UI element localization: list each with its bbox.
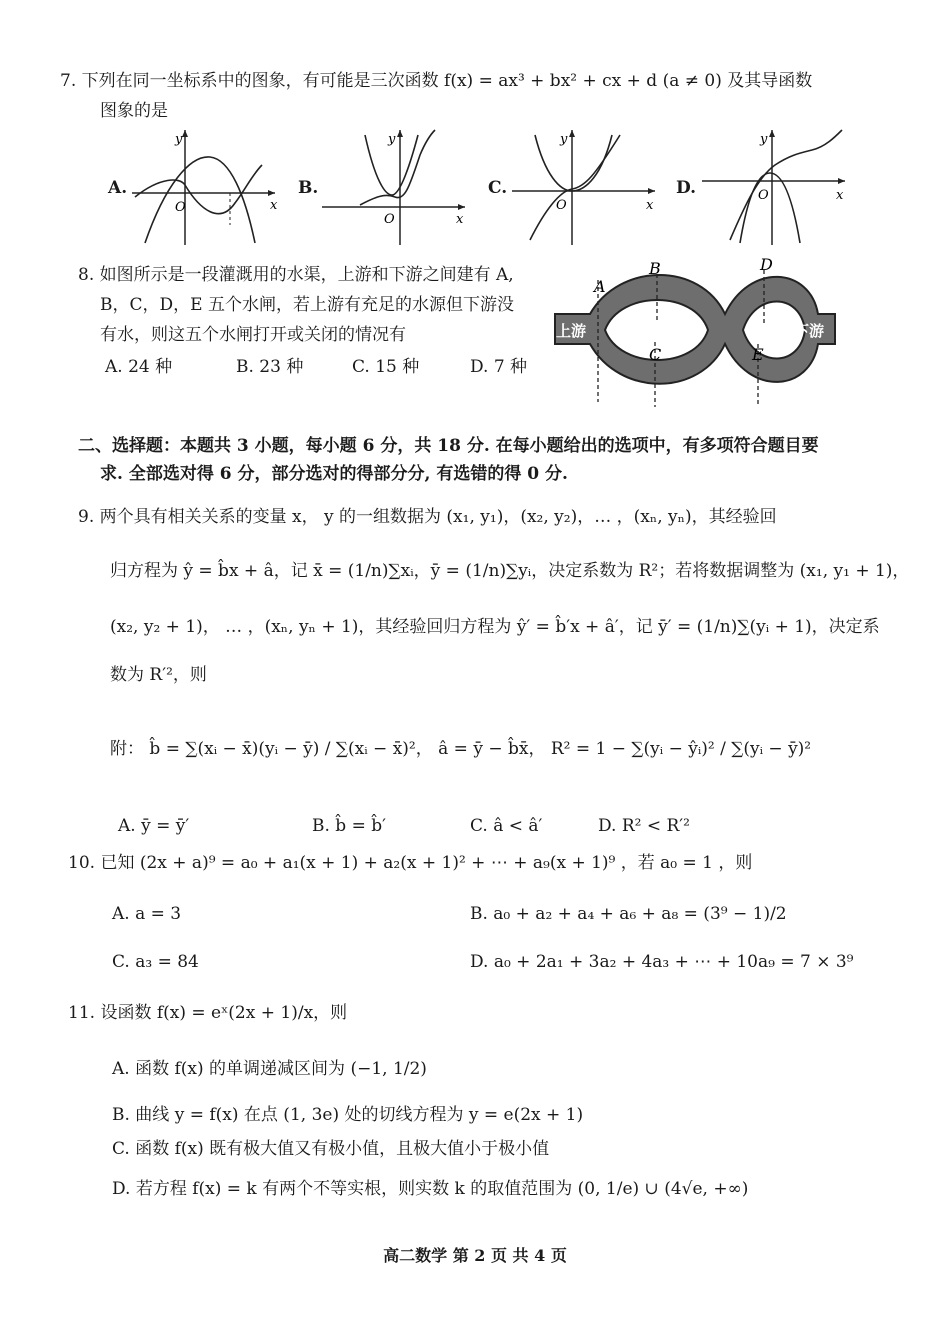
q9-stem-line4: 数为 R′²，则 [110,665,207,685]
q7-graph-a-cubic [135,165,262,214]
page-footer: 高二数学 第 2 页 共 4 页 [383,1246,567,1265]
q7-graph-a-y-label: y [175,132,183,147]
q8-gate-b: B [649,259,661,278]
section2-title-line2: 求. 全部选对得 6 分，部分选对的得部分分, 有选错的得 0 分. [100,464,568,484]
q7-option-c-label: C. [488,178,508,198]
q8-option-c: C. 15 种 [352,357,420,377]
q10-option-a: A. a = 3 [112,904,182,924]
q7-graph-b-origin: O [384,212,395,227]
q10-option-c: C. a₃ = 84 [112,952,199,972]
q7-graph-c-x-label: x [646,198,654,213]
q10-stem: 10. 已知 (2x + a)⁹ = a₀ + a₁(x + 1) + a₂(x + 1)² + ⋯ + a₉(x + 1)⁹ ，若 a₀ = 1 ，则 [68,853,753,873]
q9-option-c: C. â < â′ [470,816,543,836]
q11-option-b: B. 曲线 y = f(x) 在点 (1, 3e) 处的切线方程为 y = e(2x + 1) [112,1105,584,1125]
q7-graph-b-cubic [360,130,435,205]
q7-graph-d-parabola [740,173,800,243]
q7-option-d-label: D. [676,178,697,198]
q7-graph-a-origin: O [175,200,186,215]
q7-graph-d-origin: O [758,188,769,203]
q7-graph-a-parabola [145,157,255,243]
q10-option-d: D. a₀ + 2a₁ + 3a₂ + 4a₃ + ⋯ + 10a₉ = 7 × 3⁹ [470,952,854,972]
q7-graph-d-y-label: y [760,132,768,147]
q9-option-b: B. b̂ = b̂′ [312,816,386,836]
q7-graph-b-x-label: x [456,212,464,227]
q8-stem-line2: B，C，D，E 五个水闸，若上游有充足的水源但下游没 [100,295,514,315]
q8-option-a: A. 24 种 [105,357,173,377]
q7-graph-c-cubic [530,135,620,240]
q7-graph-b [320,125,470,250]
q8-downstream-label: 下游 [794,322,825,340]
q7-graph-c [510,125,660,250]
q10-option-b: B. a₀ + a₂ + a₄ + a₆ + a₈ = (3⁹ − 1)/2 [470,904,787,924]
q8-stem-line1: 8. 如图所示是一段灌溉用的水渠，上游和下游之间建有 A, [78,265,514,285]
q7-graph-c-y-label: y [560,132,568,147]
q7-stem-line2: 图象的是 [100,101,168,121]
q8-stem-line3: 有水，则这五个水闸打开或关闭的情况有 [100,325,406,345]
q9-appendix-formulas: 附： b̂ = ∑(xᵢ − x̄)(yᵢ − ȳ) / ∑(xᵢ − x̄)²， â = ȳ − b̂x̄， R² = 1 − ∑(yᵢ − ŷᵢ)² / ∑(yᵢ − ȳ)² [110,739,812,759]
q8-gate-c: C [649,345,662,364]
q11-option-d: D. 若方程 f(x) = k 有两个不等实根，则实数 k 的取值范围为 (0, 1/e) ∪ (4√e, +∞) [112,1179,749,1199]
q7-graph-c-parabola [535,135,612,191]
q7-graph-c-origin: O [556,198,567,213]
q7-graph-d-cubic [730,130,842,240]
q9-stem-line2: 归方程为 ŷ = b̂x + â，记 x̄ = (1/n)∑xᵢ，ȳ = (1/n)∑yᵢ，决定系数为 R²；若将数据调整为 (x₁, y₁ + 1)， [110,561,910,581]
q11-stem: 11. 设函数 f(x) = eˣ(2x + 1)/x，则 [68,1003,348,1023]
q7-graph-d-x-label: x [836,188,844,203]
q8-gate-e: E [752,345,764,364]
q9-option-a: A. ȳ = ȳ′ [118,816,190,836]
q11-option-c: C. 函数 f(x) 既有极大值又有极小值，且极大值小于极小值 [112,1139,550,1159]
q7-graph-a [130,125,280,250]
q8-option-d: D. 7 种 [470,357,528,377]
q8-gate-a: A [594,277,606,296]
q7-graph-b-y-label: y [388,132,396,147]
q7-stem-line1: 7. 下列在同一坐标系中的图象，有可能是三次函数 f(x) = ax³ + bx² + cx + d (a ≠ 0) 及其导函数 [60,71,813,91]
q8-upstream-label: 上游 [556,322,587,340]
q7-graph-a-x-label: x [270,198,278,213]
q9-stem-line3: (x₂, y₂ + 1)， … ，(xₙ, yₙ + 1)，其经验回归方程为 ŷ′ = b̂′x + â′，记 ȳ′ = (1/n)∑(yᵢ + 1)，决定系 [110,617,880,637]
q8-option-b: B. 23 种 [236,357,304,377]
q7-graph-d [700,125,850,250]
q11-option-a: A. 函数 f(x) 的单调递减区间为 (−1, 1/2) [112,1059,427,1079]
q8-canal-figure [550,252,840,410]
q8-gate-d: D [760,255,773,274]
q7-option-a-label: A. [108,178,128,198]
section2-title-line1: 二、选择题：本题共 3 小题，每小题 6 分，共 18 分. 在每小题给出的选项中，有多项符合题目要 [78,436,819,456]
q9-stem-line1: 9. 两个具有相关关系的变量 x， y 的一组数据为 (x₁, y₁)，(x₂, y₂)，… ，(xₙ, yₙ)，其经验回 [78,507,777,527]
q9-option-d: D. R² < R′² [598,816,690,836]
q7-option-b-label: B. [298,178,319,198]
